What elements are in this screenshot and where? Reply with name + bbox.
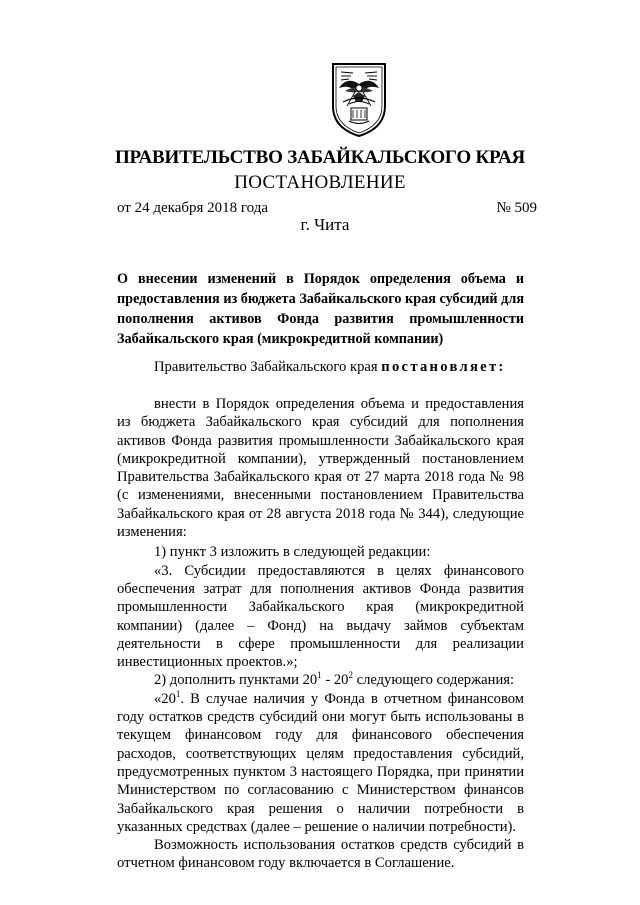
item-2-quote-b: . В случае наличия у Фонда в отчетном финансовом году остатков средств субсидий они могут быть использованы в текущем финансовом году для финансового обеспечения расходов, соответствующих целям предоставления субсидий, предусмотренных пунктом 3 настоящего Порядка, при принятии Министерством по согласованию с Министерством финансов Забайкальского края решения о наличии потребности в указанных средствах (далее – решение о наличии потребности). — [117, 690, 524, 835]
document-heading: О внесении изменений в Порядок определения объема и предоставления из бюджета Забайкальского края субсидий для пополнения активов Фонда развития промышленности Забайкальского края (микрокредитной компании) — [117, 271, 524, 347]
document-city: г. Чита — [300, 215, 350, 234]
government-title: ПРАВИТЕЛЬСТВО ЗАБАЙКАЛЬСКОГО КРАЯ — [114, 147, 526, 168]
item-2-sup-1: 1 — [317, 670, 322, 681]
item-1-quote: «3. Субсидии предоставляются в целях финансового обеспечения затрат для пополнения активов Фонда развития промышленности Забайкальского края (микрокредитной компании) (далее – Фонд) на выдачу займов субъектам деятельности в сфере промышленности для реализации инвестиционных проектов.»; — [117, 562, 524, 671]
preamble-text: Правительство Забайкальского края — [154, 359, 382, 375]
coat-of-arms-emblem — [327, 58, 391, 138]
item-2-quote — [117, 690, 524, 836]
document-body — [117, 395, 524, 873]
item-2-quote-a: «20 — [154, 690, 176, 707]
item-2-sup-2: 2 — [348, 670, 353, 681]
item-2-text-b: - 20 — [321, 672, 349, 689]
preamble-emphasis: постановляет: — [381, 359, 506, 375]
item-2-text-a: 2) дополнить пунктами 20 — [154, 672, 318, 689]
intro-paragraph: внести в Порядок определения объема и предоставления из бюджета Забайкальского края субсидий для пополнения активов Фонда развития промышленности Забайкальского края (микрокредитной компании), утвержденный постановлением Правительства Забайкальского края от 27 марта 2018 года № 98 (с изменениями, внесенными постановлением Правительства Забайкальского края от 28 августа 2018 года № 344), следующие изменения: — [117, 396, 524, 541]
item-2-quote-sup: 1 — [175, 688, 181, 699]
item-2-text-c: следующего содержания: — [352, 672, 515, 689]
item-1: 1) пункт 3 изложить в следующей редакции: — [154, 544, 431, 561]
document-number: № 509 — [496, 200, 537, 216]
item-2 — [117, 671, 524, 689]
last-paragraph: Возможность использования остатков средств субсидий в отчетном финансовом году включается в Соглашение. — [117, 837, 524, 872]
document-date: от 24 декабря 2018 года — [117, 200, 269, 216]
document-type: ПОСТАНОВЛЕНИЕ — [234, 172, 406, 193]
preamble — [154, 359, 506, 376]
